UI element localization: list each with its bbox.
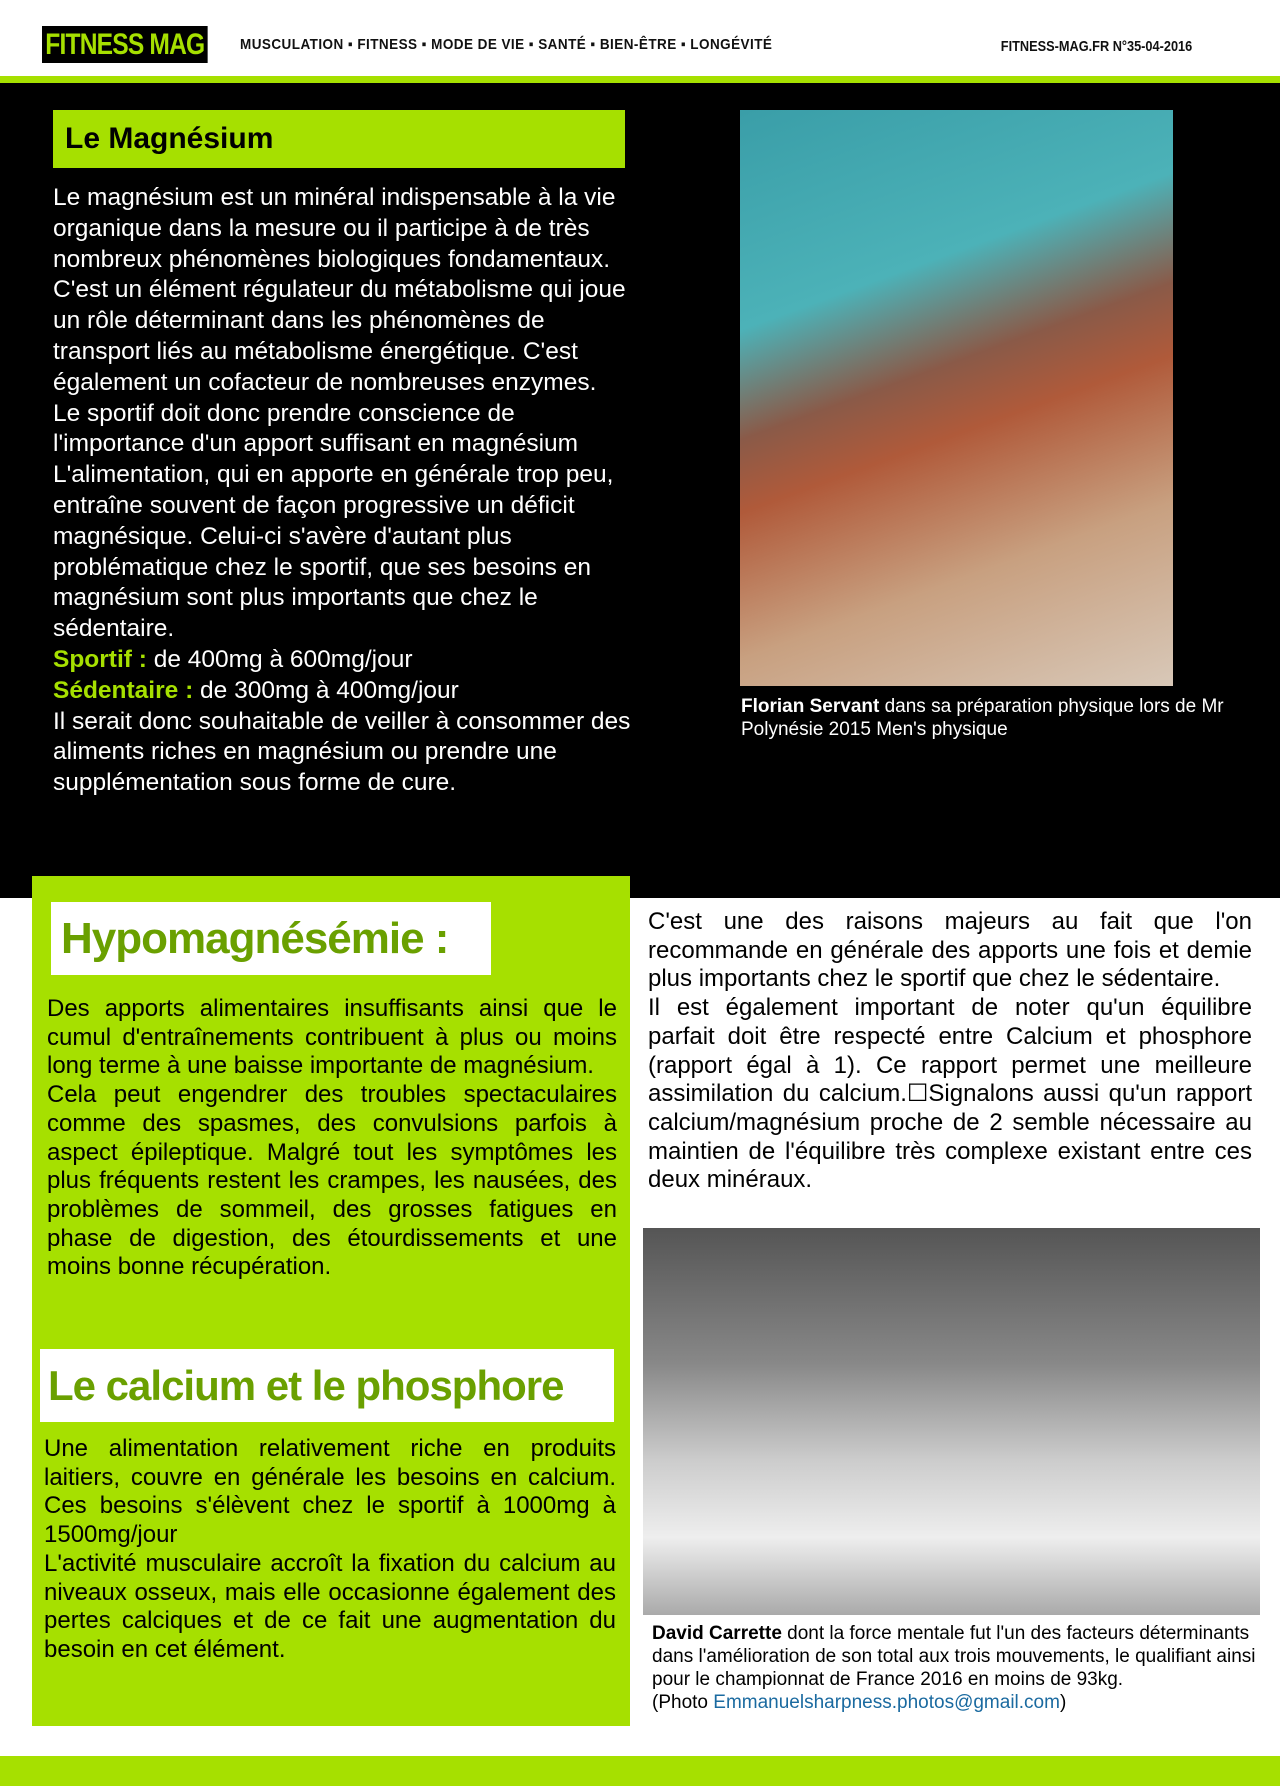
masthead (0, 0, 1280, 76)
photo-florian-servant (740, 110, 1173, 686)
dose-value: de 300mg à 400mg/jour (193, 676, 459, 704)
header-divider (0, 76, 1280, 83)
paragraph: Le magnésium est un minéral indispensable à la vie organique dans la mesure ou il participe à de très nombreux phénomènes biologiques fondamentaux. C'est un élément régulateur du métabolisme qui joue un rôle déterminant dans les phénomènes de transport liés au métabolisme énergétique. C'est également un cofacteur de nombreuses enzymes. (53, 184, 626, 396)
paragraph: Cela peut engendrer des troubles spectaculaires comme des spasmes, des convulsions parfois à aspect épileptique. Malgré tout les symptômes les plus fréquents restent les crampes, les nausées, des problèmes de sommeil, des grosses fatigues en phase de digestion, des étourdissements et une moins bonne récupération. (47, 1081, 617, 1281)
hypo-body (47, 995, 617, 1282)
paragraph: Le sportif doit donc prendre conscience de l'importance d'un apport suffisant en magnésium L'alimentation, qui en apporte en générale trop peu, entraîne souvent de façon progressive un déficit magnésique. Celui-ci s'avère d'autant plus problématique chez le sportif, que ses besoins en magnésium sont plus importants que chez le sédentaire. (53, 399, 614, 643)
right-column-body (648, 908, 1252, 1195)
paragraph: C'est une des raisons majeurs au fait que l'on recommande en générale des apports une fois et demie plus importants chez le sportif que chez le sédentaire. (648, 908, 1252, 993)
paragraph: Il est également important de noter qu'un équilibre parfait doit être respecté entre Calcium et phosphore (rapport égal à 1). Ce rapport permet une meilleure assimilation du calcium.☐Signalons aussi qu'un rapport calcium/magnésium proche de 2 semble nécessaire au maintien de l'équilibre très complexe existant entre ces deux minéraux. (648, 994, 1252, 1194)
credit-suffix: ) (1059, 1692, 1067, 1713)
photo-caption (652, 1622, 1272, 1714)
hypomagnesemie-heading: Hypomagnésémie : (51, 902, 491, 975)
dose-value: de 400mg à 600mg/jour (146, 645, 413, 673)
calcium-body (44, 1435, 616, 1665)
paragraph: L'activité musculaire accroît la fixation du calcium au niveaux osseux, mais elle occasionne également des pertes calciques et de ce fait une augmentation du besoin en cet élément. (44, 1549, 616, 1663)
caption-name: David Carrette (652, 1623, 782, 1644)
section-nav: MUSCULATION ▪ FITNESS ▪ MODE DE VIE ▪ SANTÉ ▪ BIEN-ÊTRE ▪ LONGÉVITÉ (240, 36, 773, 53)
dose-sedentaire (53, 676, 643, 707)
paragraph: Il serait donc souhaitable de veiller à consommer des aliments riches en magnésium ou prendre une supplémentation sous forme de cure. (53, 707, 631, 797)
dose-label: Sportif : (53, 645, 147, 673)
footer-bar (0, 1756, 1280, 1786)
dose-sportif (53, 645, 643, 676)
caption-name: Florian Servant (741, 696, 880, 717)
paragraph: Une alimentation relativement riche en produits laitiers, couvre en générale les besoins en calcium. Ces besoins s'élèvent chez le sportif à 1000mg à 1500mg/jour (44, 1435, 616, 1549)
caption-text: dont la force mentale fut l'un des facteurs déterminants dans l'amélioration de son total aux trois mouvements, le qualifiant ainsi pour le championnat de France 2016 en moins de 93kg. (652, 1623, 1256, 1690)
photo-caption (741, 695, 1261, 741)
magnesium-heading: Le Magnésium (53, 110, 625, 168)
photo-credit-email-link[interactable]: Emmanuelsharpness.photos@gmail.com (713, 1692, 1060, 1713)
paragraph: Des apports alimentaires insuffisants ainsi que le cumul d'entraînements contribuent à plus ou moins long terme à une baisse importante de magnésium. (47, 995, 617, 1080)
calcium-heading: Le calcium et le phosphore (40, 1349, 614, 1422)
magnesium-body (53, 183, 643, 799)
photo-david-carrette (643, 1228, 1260, 1615)
logo: FITNESS MAG (42, 26, 208, 63)
caption-text: dans sa préparation physique lors de Mr Polynésie 2015 Men's physique (741, 696, 1224, 740)
credit-prefix: (Photo (652, 1692, 714, 1713)
dose-label: Sédentaire : (53, 676, 194, 704)
issue-info: FITNESS-MAG.FR N°35-04-2016 (1000, 38, 1192, 55)
